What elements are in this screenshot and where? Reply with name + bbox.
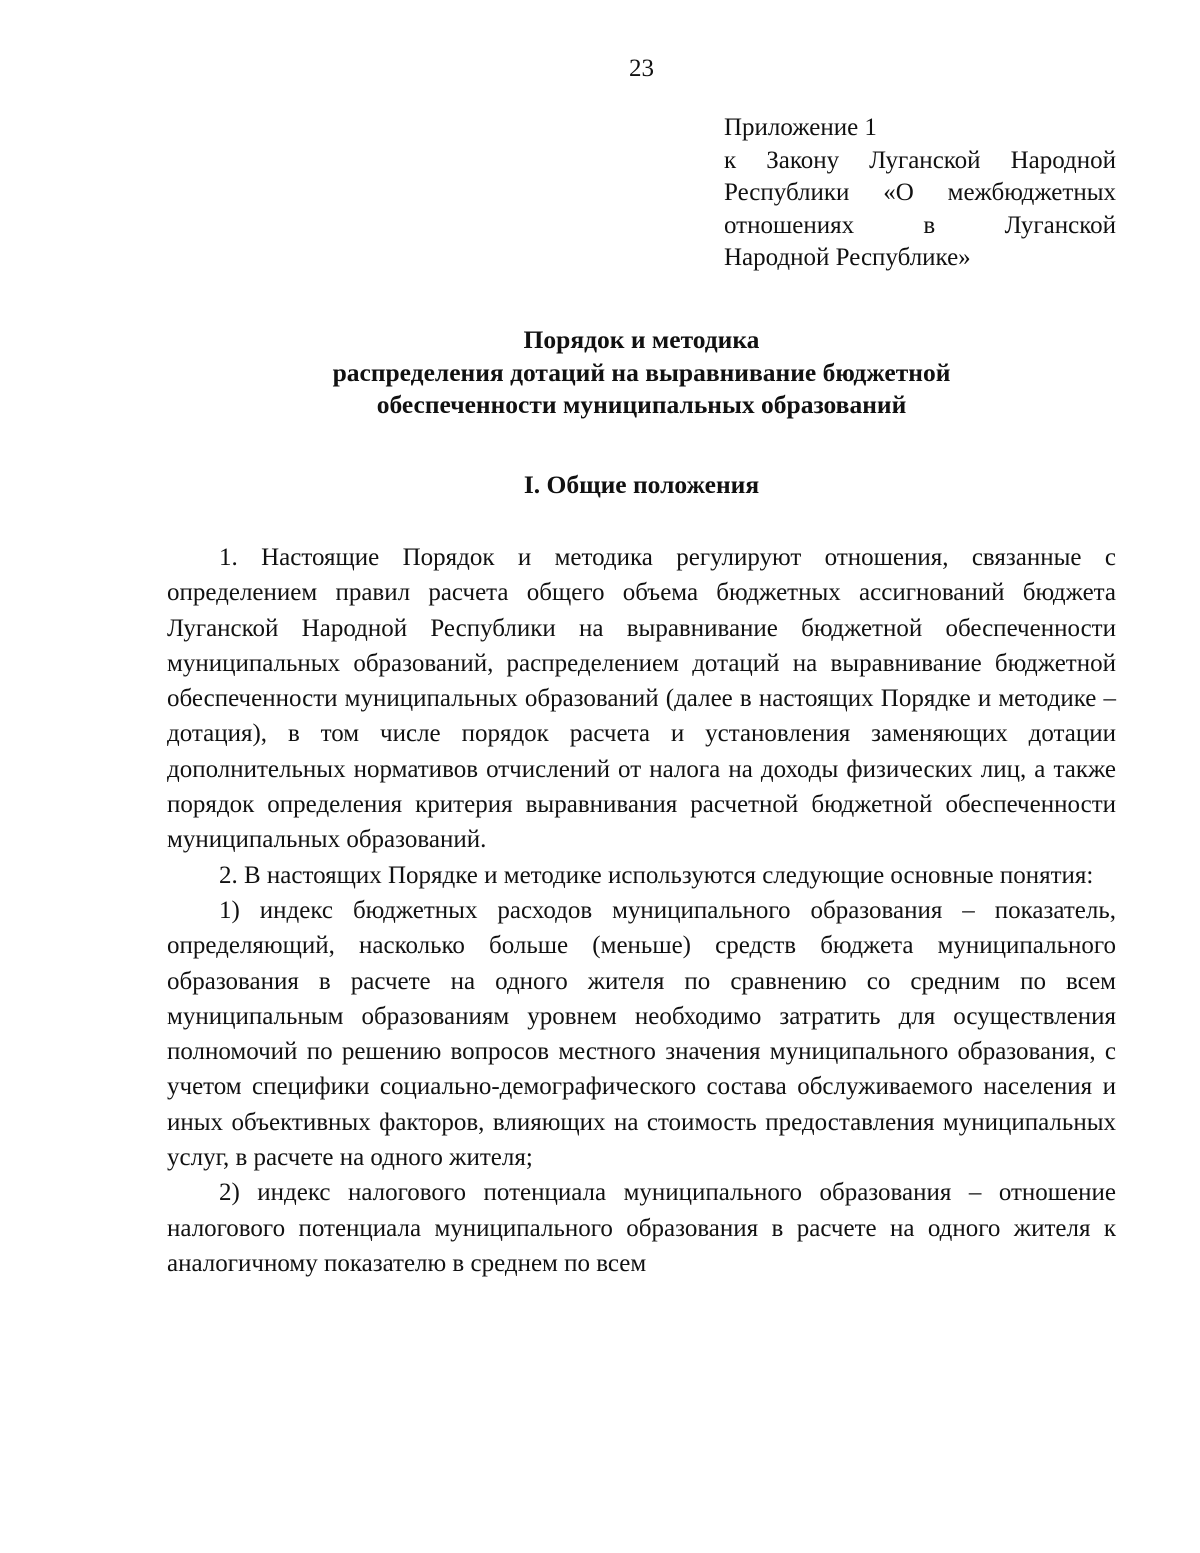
paragraph-definition-1: 1) индекс бюджетных расходов муниципального образования – показатель, определяющий, насколько больше (меньше) средств бюджета муниципального образования в расчете на одного жителя по сравнению со средним по всем муниципальным образованиям уровнем необходимо затратить для осуществления полномочий по решению вопросов местного значения муниципального образования, с учетом специфики социально-демографического состава обслуживаемого населения и иных объективных факторов, влияющих на стоимость предоставления муниципальных услуг, в расчете на одного жителя; <box>167 896 1116 1172</box>
title-line: Порядок и методика <box>523 325 760 354</box>
appendix-line: Республики «О межбюджетных <box>724 179 1116 207</box>
paragraph-definition-2: 2) индекс налогового потенциала муниципального образования – отношение налогового потенциала муниципального образования в расчете на одного жителя к аналогичному показателю в среднем по всем <box>167 1179 1116 1277</box>
paragraph-2: 2. В настоящих Порядке и методике используются следующие основные понятия: <box>219 861 1094 889</box>
appendix-line: к Закону Луганской Народной <box>724 146 1116 174</box>
appendix-header <box>724 112 1116 275</box>
document-title <box>0 324 1200 422</box>
title-line: распределения дотаций на выравнивание бюджетной <box>332 357 951 387</box>
section-heading: I. Общие положения <box>523 470 760 499</box>
page-number: 23 <box>629 55 654 82</box>
title-line: обеспеченности муниципальных образований <box>376 390 907 420</box>
paragraph-1: 1. Настоящие Порядок и методика регулируют отношения, связанные с определением правил расчета общего объема бюджетных ассигнований бюджета Луганской Народной Республики на выравнивание бюджетной обеспеченности муниципальных образований, распределением дотаций на выравнивание бюджетной обеспеченности муниципальных образований (далее в настоящих Порядке и методике – дотация), в том числе порядок расчета и установления заменяющих дотации дополнительных нормативов отчислений от налога на доходы физических лиц, а также порядок определения критерия выравнивания расчетной бюджетной обеспеченности муниципальных образований. <box>167 544 1116 854</box>
appendix-line: Народной Республике» <box>724 244 971 272</box>
document-body <box>167 540 1116 1281</box>
appendix-line: Приложение 1 <box>724 114 877 141</box>
appendix-line: отношениях в Луганской <box>724 211 1116 239</box>
